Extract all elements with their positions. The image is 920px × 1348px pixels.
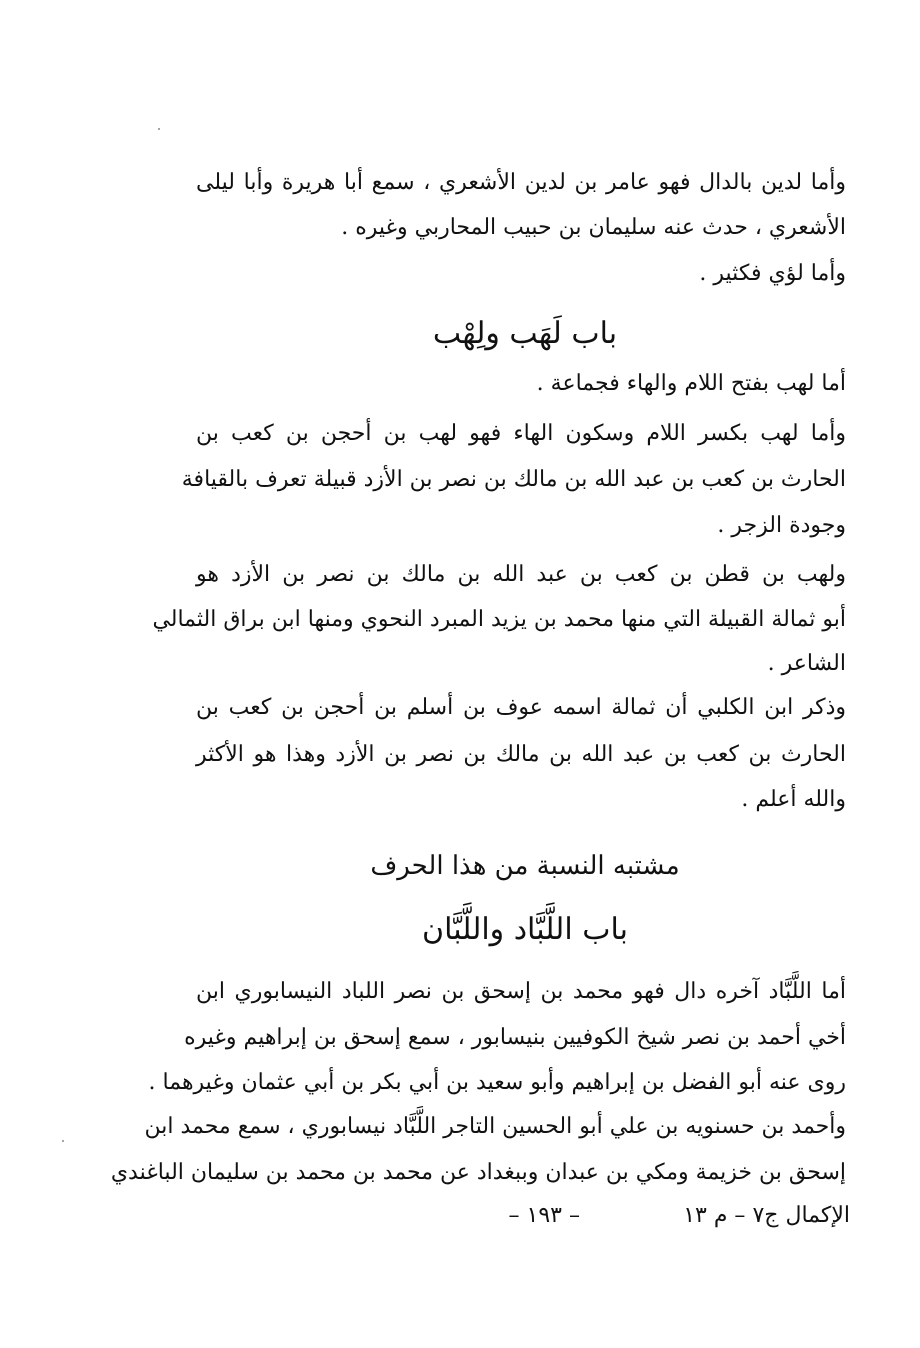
para2-line1: أما لهب بفتح اللام والهاء فجماعة . [536,371,846,396]
page-footer [200,1196,850,1236]
section-heading-lahab: باب لَهَب ولِهْب [432,316,618,351]
section-heading-nisba: مشتبه النسبة من هذا الحرف [370,851,680,881]
para6-line4: وأحمد بن حسنويه بن علي أبو الحسين التاجر اللَّبَّاد نيسابوري ، سمع محمد ابن [144,1114,846,1139]
para5-line3: والله أعلم . [741,787,846,812]
para6-line1: أما اللَّبَّاد آخره دال فهو محمد بن إسحق بن نصر اللباد النيسابوري ابن [196,979,846,1004]
scan-speck [62,1140,64,1142]
para3-line1: وأما لهب بكسر اللام وسكون الهاء فهو لهب بن أحجن بن كعب بن [196,421,846,446]
para4-line1: ولهب بن قطن بن كعب بن عبد الله بن مالك بن نصر بن الأزد هو [196,562,846,587]
scan-speck [158,128,160,130]
page-number: – ١٩٣ – [508,1203,580,1228]
para6-line5: إسحق بن خزيمة ومكي بن عبدان وببغداد عن محمد بن محمد بن سليمان الباغندي [110,1160,846,1185]
para1-line1: وأما لدين بالدال فهو عامر بن لدين الأشعري ، سمع أبا هريرة وأبا ليلى [196,170,846,195]
para4-line2: أبو ثمالة القبيلة التي منها محمد بن يزيد المبرد النحوي ومنها ابن براق الثمالي [152,607,846,632]
para1-line2: الأشعري ، حدث عنه سليمان بن حبيب المحاربي وغيره . [341,215,846,240]
section-heading-labbad: باب اللَّبَّاد واللَّبَّان [422,912,628,947]
para3-line3: وجودة الزجر . [717,513,846,538]
para1-line3: وأما لؤي فكثير . [699,261,846,286]
para3-line2: الحارث بن كعب بن عبد الله بن مالك بن نصر بن الأزد قبيلة تعرف بالقيافة [181,467,846,492]
para6-line2: أخي أحمد بن نصر شيخ الكوفيين بنيسابور ، سمع إسحق بن إبراهيم وغيره [184,1025,846,1050]
para6-line3: روى عنه أبو الفضل بن إبراهيم وأبو سعيد بن أبي بكر بن أبي عثمان وغيرهما . [148,1070,846,1095]
para4-line3: الشاعر . [767,651,846,676]
para5-line1: وذكر ابن الكلبي أن ثمالة اسمه عوف بن أسلم بن أحجن بن كعب بن [196,695,846,720]
para5-line2: الحارث بن كعب بن عبد الله بن مالك بن نصر بن الأزد وهذا هو الأكثر [196,742,846,767]
volume-reference: الإكمال ج٧ – م ١٣ [683,1203,850,1228]
